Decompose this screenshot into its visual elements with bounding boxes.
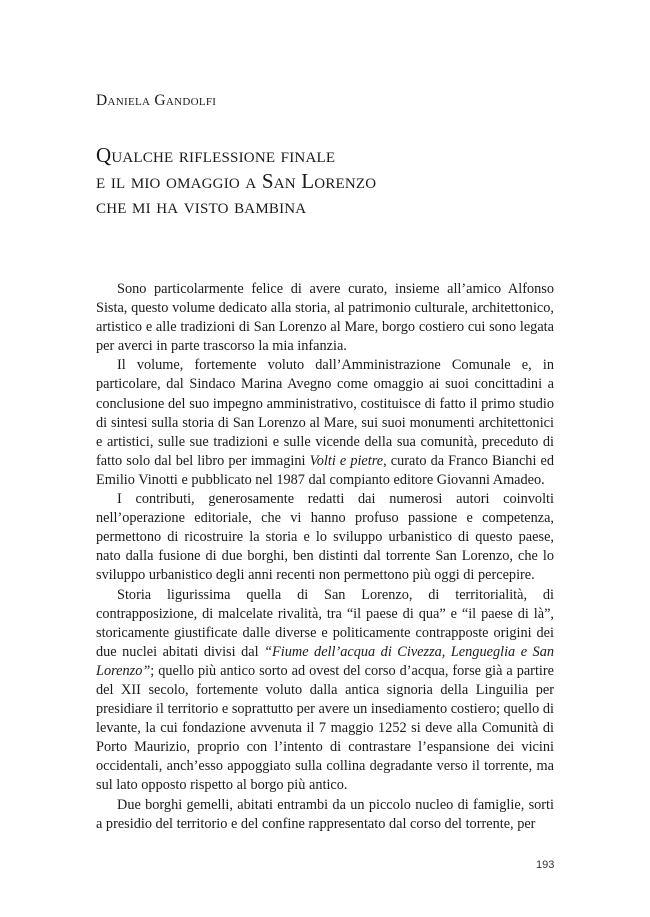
italic-quotation: “Fiume dell’acqua di Civezza, Lengueglia e San Lorenzo” [96, 643, 554, 679]
author-name: Daniela Gandolfi [96, 92, 217, 109]
title-line: che mi ha visto bambina [96, 194, 307, 218]
paragraph [96, 490, 554, 585]
text-segment: , curato da Franco Bianchi ed Emilio Vinotti e pubblicato nel 1987 dal compianto editore Giovanni Amadeo. [96, 452, 554, 488]
page-number: 193 [536, 859, 555, 871]
paragraph [96, 356, 554, 490]
body-text [96, 280, 554, 834]
text-segment: I contributi, generosamente redatti dai numerosi autori coinvolti nell’operazione editoriale, che vi hanno profuso passione e competenza, permettono di ricostruire la storia e lo sviluppo urbanistico di questo paese, nato dalla fusione di due borghi, ben distinti dal torrente San Lorenzo, che lo sviluppo urbanistico degli anni recenti non permettono più oggi di percepire. [96, 491, 554, 584]
paragraph [96, 796, 554, 834]
italic-book-title: Volti e pietre [309, 452, 384, 469]
text-segment: Il volume, fortemente voluto dall’Amministrazione Comunale e, in particolare, dal Sindaco Marina Avegno come omaggio ai suoi concittadini a conclusione del suo impegno amministrativo, costituisce di fatto il primo studio di sintesi sulla storia di San Lorenzo al Mare, sui suoi monumenti architettonici e artistici, sulle sue tradizioni e sulle vicende della sua comunità, preceduto di fatto solo dal bel libro per immagini [96, 357, 554, 469]
text-segment: Due borghi gemelli, abitati entrambi da un piccolo nucleo di famiglie, sorti a presidio del territorio e del confine rappresentato dal corso del torrente, per [96, 796, 554, 832]
text-segment: ; quello più antico sorto ad ovest del corso d’acqua, forse già a partire del XII secolo, fortemente voluto dalla antica signoria della Linguilia per presidiare il territorio e soprattutto per avere un insediamento costiero; quello di levante, la cui fondazione avvenuta il 7 maggio 1252 si deve alla Comunità di Porto Maurizio, proprio con l’intento di contrastare l’espansione dei vicini occidentali, anch’esso appoggiato sulla collina degradante verso il torrente, ma sul lato opposto rispetto al borgo più antico. [96, 662, 554, 794]
title-line: Qualche riflessione finale [96, 143, 336, 167]
text-segment: Storia ligurissima quella di San Lorenzo, di territorialità, di contrapposizione, di malcelate rivalità, tra “il paese di qua” e “il paese di là”, storicamente giustificate dalle diverse e politicamente contrapposte origini dei due nuclei abitati divisi dal [96, 586, 554, 660]
title-line: e il mio omaggio a San Lorenzo [96, 168, 377, 193]
paragraph [96, 280, 554, 356]
chapter-title [96, 143, 566, 220]
text-segment: Sono particolarmente felice di avere curato, insieme all’amico Alfonso Sista, questo volume dedicato alla storia, al patrimonio culturale, architettonico, artistico e alle tradizioni di San Lorenzo al Mare, borgo costiero cui sono legata per averci in parte trascorso la mia infanzia. [96, 281, 554, 355]
paragraph [96, 586, 554, 796]
